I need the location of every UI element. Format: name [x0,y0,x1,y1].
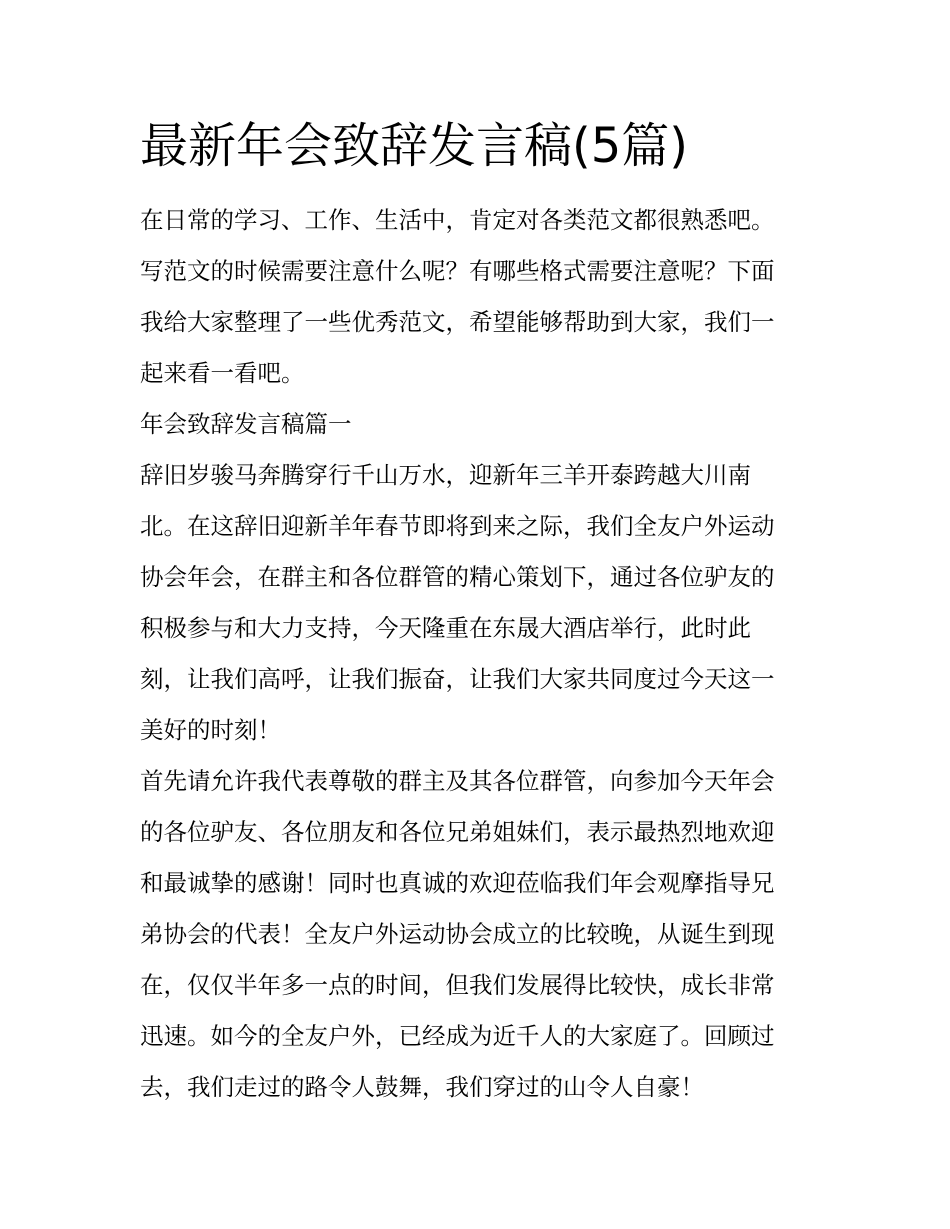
body-line: 刻，让我们高呼，让我们振奋，让我们大家共同度过今天这一 [140,665,775,693]
body-line: 和最诚挚的感谢！同时也真诚的欢迎莅临我们年会观摩指导兄 [140,869,775,897]
body-line: 北。在这辞旧迎新羊年春节即将到来之际，我们全友户外运动 [140,512,775,540]
body-line: 去，我们走过的路令人鼓舞，我们穿过的山令人自豪！ [140,1073,704,1101]
body-line: 美好的时刻！ [140,716,281,744]
body-line: 在日常的学习、工作、生活中，肯定对各类范文都很熟悉吧。 [140,206,775,234]
body-line: 积极参与和大力支持，今天隆重在东晟大酒店举行，此时此 [140,614,751,642]
body-line: 协会年会，在群主和各位群管的精心策划下，通过各位驴友的 [140,563,775,591]
body-line: 辞旧岁骏马奔腾穿行千山万水，迎新年三羊开泰跨越大川南 [140,461,751,489]
body-line: 我给大家整理了一些优秀范文，希望能够帮助到大家，我们一 [140,308,775,336]
document-title: 最新年会致辞发言稿(5篇) [140,118,688,174]
body-line: 首先请允许我代表尊敬的群主及其各位群管，向参加今天年会 [140,767,775,795]
document-body [140,195,820,1113]
body-line: 弟协会的代表！全友户外运动协会成立的比较晚，从诞生到现 [140,920,775,948]
body-line: 写范文的时候需要注意什么呢？有哪些格式需要注意呢？下面 [140,257,775,285]
body-line: 在，仅仅半年多一点的时间，但我们发展得比较快，成长非常 [140,971,775,999]
body-line: 的各位驴友、各位朋友和各位兄弟姐妹们，表示最热烈地欢迎 [140,818,775,846]
body-line: 迅速。如今的全友户外，已经成为近千人的大家庭了。回顾过 [140,1022,775,1050]
section-heading: 年会致辞发言稿篇一 [140,410,352,438]
body-line: 起来看一看吧。 [140,359,305,387]
